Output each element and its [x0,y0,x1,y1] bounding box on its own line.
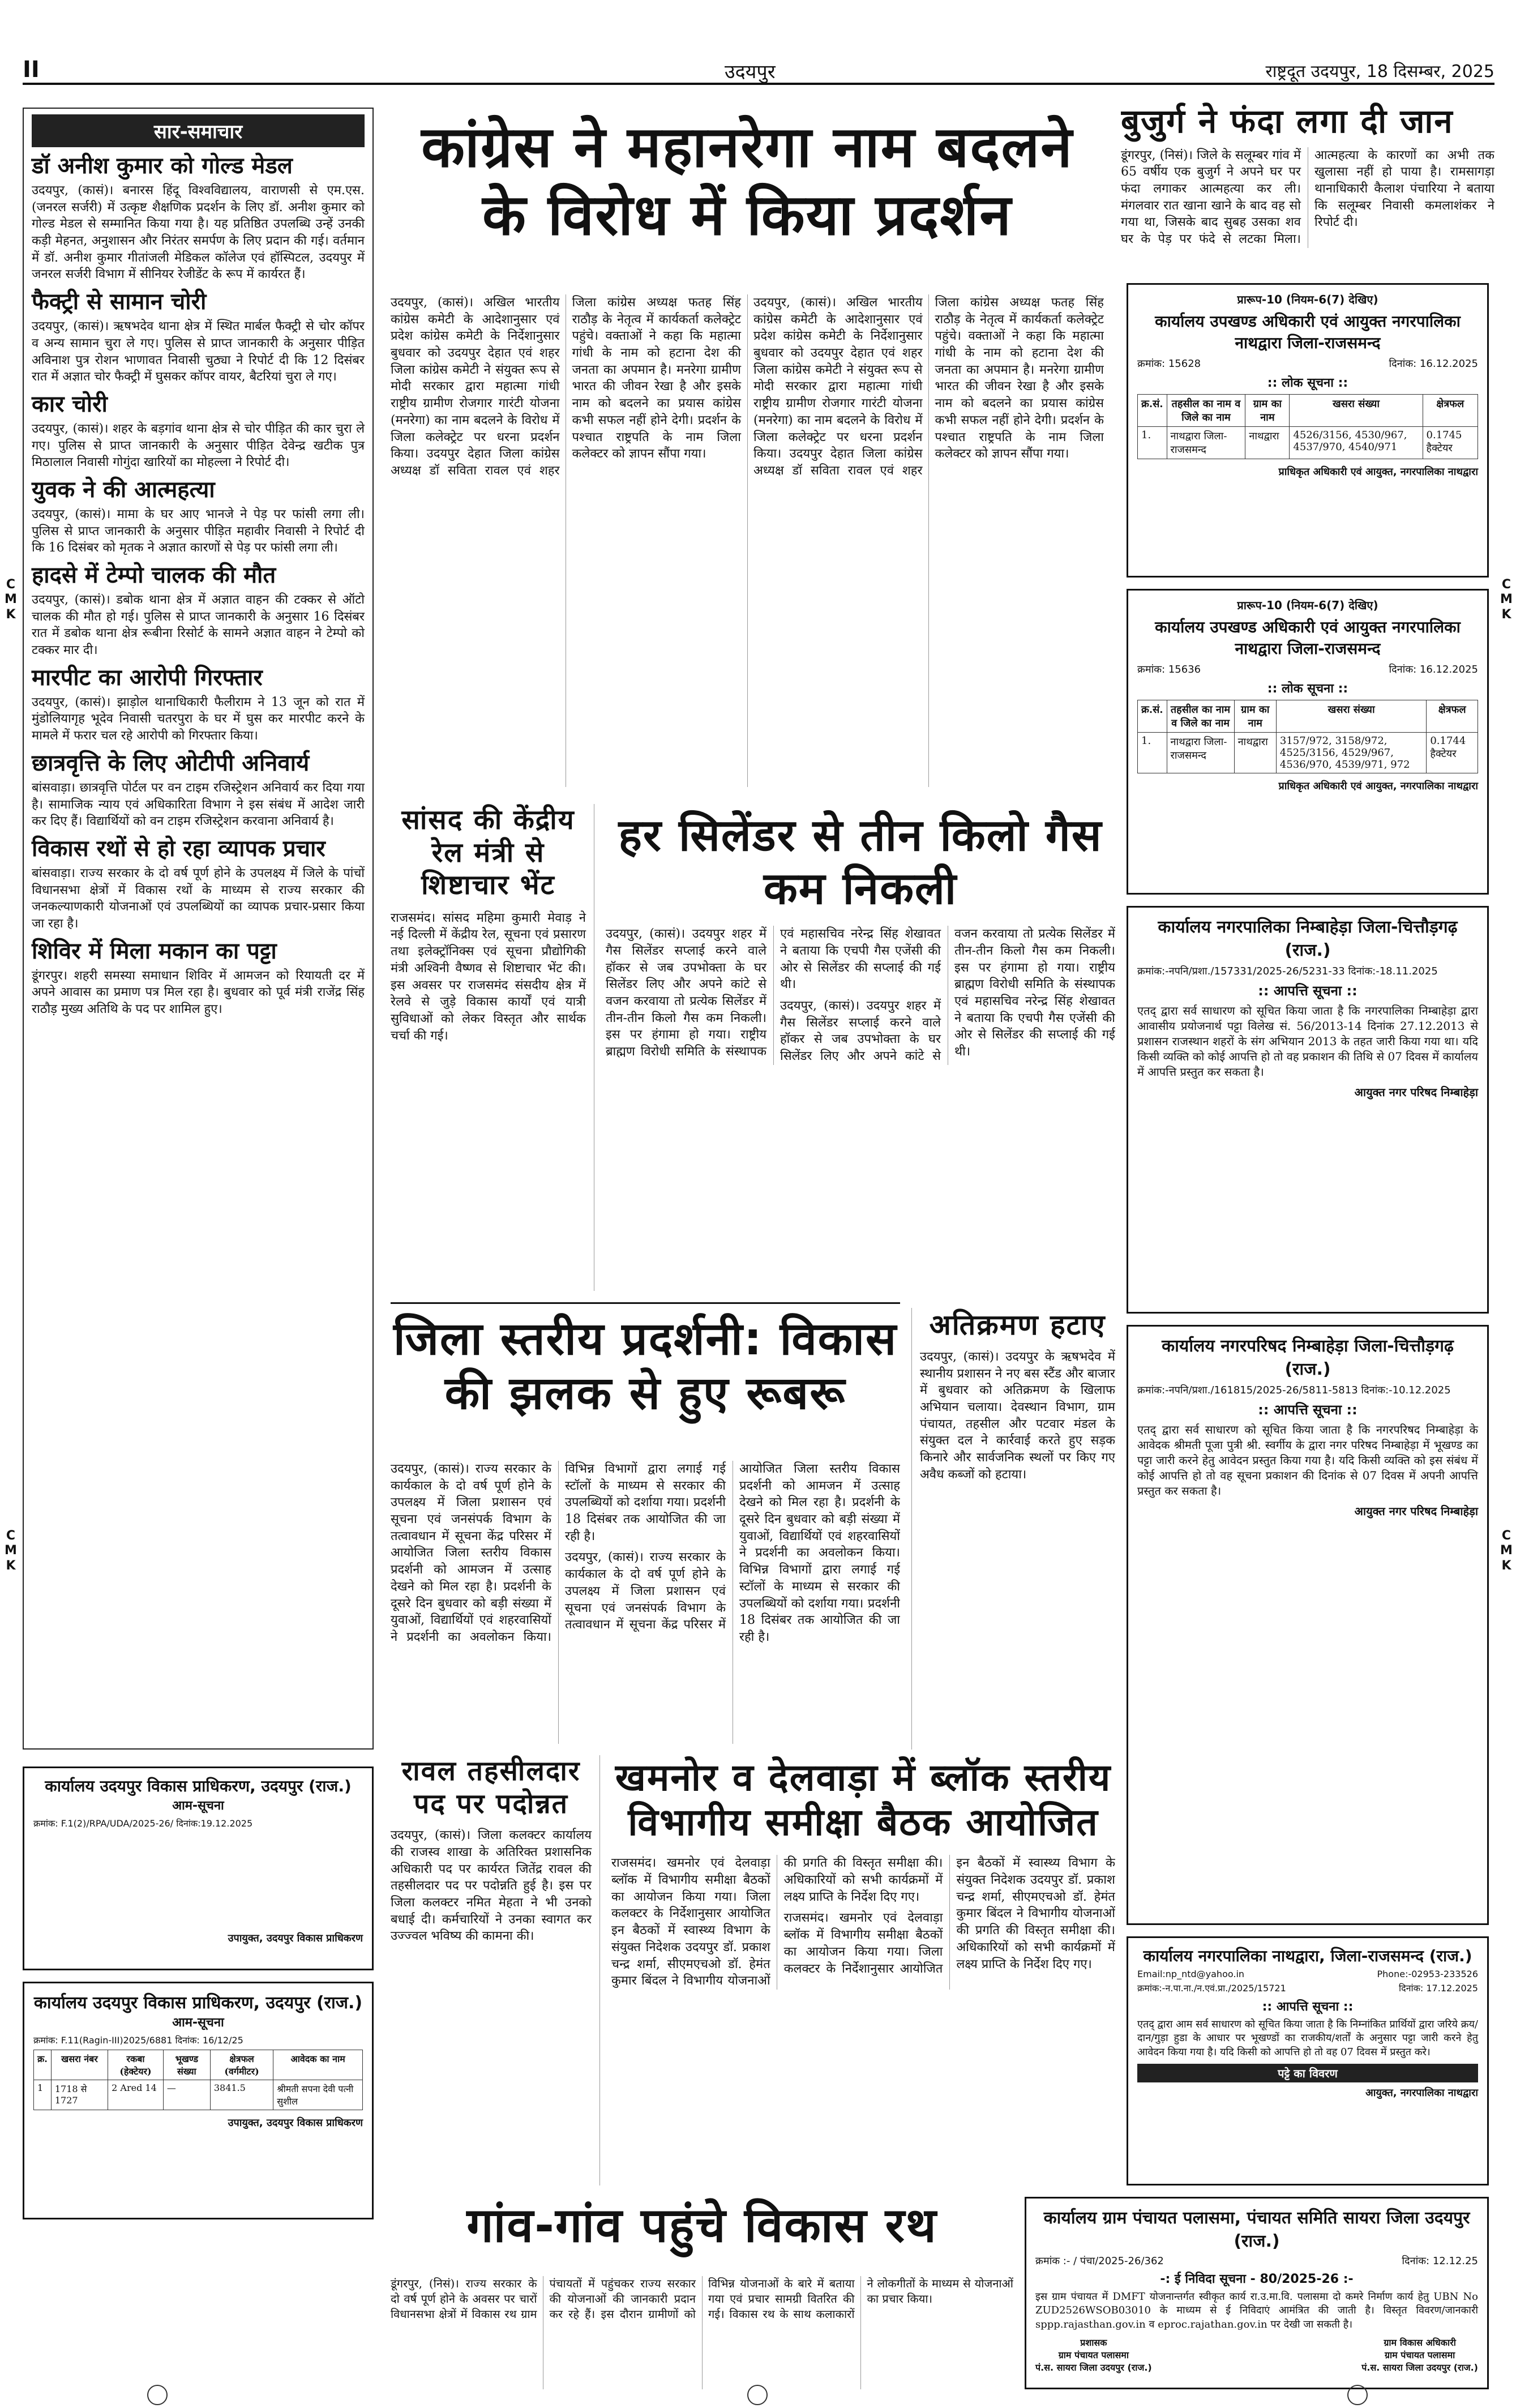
uda1-signoff: उपायुक्त, उदयपुर विकास प्राधिकरण [228,1932,363,1944]
nathdwara3-subtitle: :: आपत्ति सूचना :: [1262,2000,1354,2014]
table-cell: 4526/3156, 4530/967, 4537/970, 4540/971 [1290,427,1423,459]
table-cell: नाथद्वारा [1245,427,1290,459]
notice1-table [1137,394,1478,459]
notice1-date: दिनांक: 16.12.2025 [1389,358,1478,370]
table-header-cell: ग्राम का नाम [1245,395,1290,427]
nimbahera2-ref: क्रमांक:-नपनि/प्रशा./161815/2025-26/5811-5813 दिनांक:-10.12.2025 [1137,1384,1451,1396]
cylinder-body-cont: उदयपुर, (कासं)। उदयपुर शहर में गैस सिलेंडर सप्लाई करने वाले हॉकर से जब उपभोक्ता के घर सिलेंडर लिए और अपने कांटे से वजन करवाया तो प्रत्येक सिलेंडर में तीन-तीन किलो गैस कम निकली। इस पर हंगामा हो गया। राष्ट्रीय ब्राह्मण विरोधी समिति के संस्थापक एवं महासचिव नरेन्द्र सिंह शेखावत ने बताया कि एचपी गैस एजेंसी की ओर से सिलेंडर की सप्लाई की गई थी। [780,927,1115,1063]
table-cell: 3841.5 [210,2080,273,2110]
objection-notice-nimbahera-2 [1127,1325,1489,1925]
bujurg-headline: बुजुर्ग ने फंदा लगा दी जान [1121,102,1454,140]
ratha-article [391,2276,1013,2389]
brief-body: बांसवाड़ा। राज्य सरकार के दो वर्ष पूर्ण होने के उपलक्ष्य में जिले के पांचों विधानसभा क्षेत्रों में विकास रथों के माध्यम से राज्य सरकार की जनकल्याणकारी योजनाओं एवं उपलब्धियों का व्यापक प्रचार-प्रसार किया जा रहा है। [32,866,365,931]
exhibition-body: उदयपुर, (कासं)। राज्य सरकार के कार्यकाल के दो वर्ष पूर्ण होने के उपलक्ष्य में जिला प्रशासन एवं सूचना एवं जनसंपर्क विभाग के तत्वावधान में सूचना केंद्र परिसर में आयोजित जिला स्तरीय विकास प्रदर्शनी को आमजन में उत्साह देखने को मिल रहा है। प्रदर्शनी के दूसरे दिन बुधवार को बड़ी संख्या में युवाओं, विद्यार्थियों एवं शहरवासियों ने प्रदर्शनी का अवलोकन किया। विभिन्न विभागों द्वारा लगाई गई स्टॉलों के माध्यम से सरकार की उपलब्धियों को दर्शाया गया। प्रदर्शनी 18 दिसंबर तक आयोजित की जा रही है। [391,1462,726,1644]
mp-headline: सांसद की केंद्रीय रेल मंत्री से शिष्टाचार भेंट [401,804,575,901]
table-header-cell: क्र.सं. [1138,395,1167,427]
table-header-cell: खसरा नंबर [51,2050,108,2080]
nathdwara3-ref: क्रमांक:-न.पा.ना./न.एवं.प्रा./2025/15721 [1137,1983,1286,1994]
nimbahera2-body: एतद् द्वारा सर्व साधारण को सूचित किया जाता है कि नगरपरिषद निम्बाहेड़ा के आवेदक श्रीमती पूजा पुत्री श्री. स्वर्गीय के द्वारा नगर परिषद निम्बाहेड़ा में भूखण्ड का पट्टा जारी करने हेतु आवेदन प्रस्तुत किया गया है। यदि किसी व्यक्ति को इस संबंध में कोई आपत्ति हो तो वह सूचना प्रकाशन की दिनांक से 07 दिवस में अपनी आपत्ति प्रस्तुत कर सकता है। [1137,1423,1478,1498]
nathdwara3-body: एतद् द्वारा आम सर्व साधारण को सूचित किया जाता है कि निम्नांकित प्रार्थियों द्वारा जरिये क्रय/दान/गुड़ा हुडा के आधार पर भूखण्डों का राजकीय/शर्तों के अनुसार पट्टा जारी करने हेतु आवेदन किया गया है। यदि किसी को आपत्ति हो तो वह 07 दिवस में प्रस्तुत करे। [1137,2018,1478,2058]
table-cell: 0.1745 हैक्टेयर [1423,427,1478,459]
uda2-table [33,2050,363,2110]
table-cell: नाथद्वारा जिला-राजसमन्द [1167,733,1234,773]
uda-notice-1 [23,1767,374,1970]
table-cell: 1 [34,2080,52,2110]
nimbahera1-title: कार्यालय नगरपालिका निम्बाहेड़ा जिला-चित्तौड़गढ़ (राज.) [1158,917,1458,960]
brief-headline: हादसे में टेम्पो चालक की मौत [32,562,276,588]
table-cell: नाथद्वारा [1234,733,1276,773]
bujurg-article [1121,102,1494,272]
table-cell: श्रीमती सपना देवी पत्नी सुशील [273,2080,363,2110]
lead-headline-box [391,113,1104,283]
nimbahera1-subtitle: :: आपत्ति सूचना :: [1258,983,1357,999]
cmk-marker-right-bottom: C M K [1500,1529,1513,1573]
table-header-cell: खसरा संख्या [1290,395,1423,427]
table-header-cell: क्र.सं. [1138,700,1167,733]
table-header-cell: तहसील का नाम व जिले का नाम [1167,700,1234,733]
public-notice-nathdwara-2 [1127,589,1489,895]
table-header-cell: क्र. [34,2050,52,2080]
public-notice-nathdwara-1 [1127,283,1489,578]
notice2-form: प्रारूप-10 (नियम-6(7) देखिए) [1237,598,1378,612]
table-row [34,2080,363,2110]
table-cell: 1. [1138,733,1167,773]
table-header-cell: क्षेत्रफल [1427,700,1478,733]
table-header-cell: क्षेत्रफल [1423,395,1478,427]
nathdwara3-phone: Phone:-02953-233526 [1377,1969,1478,1979]
block-meeting-body-cont: राजसमंद। खमनोर एवं देलवाड़ा ब्लॉक में विभागीय समीक्षा बैठकों का आयोजन किया गया। जिला कलक्टर के निर्देशानुसार आयोजित इन बैठकों में स्वास्थ्य विभाग के संयुक्त निदेशक उदयपुर डॉ. प्रकाश चन्द्र शर्मा, सीएमएचओ डॉ. हेमंत कुमार बिंदल ने विभागीय योजनाओं की प्रगति की विस्तृत समीक्षा की। अधिकारियों को सभी कार्यक्रमों में लक्ष्य प्राप्ति के निर्देश दिए गए। [783,1856,1115,1976]
palasama-sign-right-2: ग्राम पंचायत पलासमा [1385,2349,1455,2360]
news-brief-column [23,108,374,1750]
cmk-marker-right-top: C M K [1500,578,1513,622]
uda1-sub: आम-सूचना [172,1799,224,1813]
ratha-headline: गांव-गांव पहुंचे विकास रथ [466,2197,937,2253]
ratha-body: डूंगरपुर, (निसं)। राज्य सरकार के दो वर्ष पूर्ण होने के अवसर पर चारों विधानसभा क्षेत्रों में विकास रथ ग्राम पंचायतों में पहुंचकर राज्य सरकार की योजनाओं की जानकारी प्रदान कर रहे हैं। इस दौरान ग्रामीणों को विभिन्न योजनाओं के बारे में बताया गया एवं प्रचार सामग्री वितरित की गई। विकास रथ के साथ कलाकारों ने लोकगीतों के माध्यम से योजनाओं का प्रचार किया। [391,2277,1013,2321]
notice2-date: दिनांक: 16.12.2025 [1389,664,1478,675]
brief-body: बांसवाड़ा। छात्रवृत्ति पोर्टल पर वन टाइम रजिस्ट्रेशन अनिवार्य कर दिया गया है। सामाजिक न्याय एवं अधिकारिता विभाग ने इस संबंध में आदेश जारी कर दिए हैं। विद्यार्थियों को वन टाइम रजिस्ट्रेशन करवाना अनिवार्य है। [32,780,365,829]
nathdwara3-table-title: पट्टे का विवरण [1137,2064,1478,2082]
table-cell: 2 Ared 14 [108,2080,164,2110]
dateline: राष्ट्रदूत उदयपुर, 18 दिसम्बर, 2025 [1265,62,1494,82]
cylinder-headline: हर सिलेंडर से तीन किलो गैस कम निकली [618,810,1103,914]
brief-headline: फैक्ट्री से सामान चोरी [32,289,207,315]
nathdwara3-date: दिनांक: 17.12.2025 [1398,1983,1478,1994]
objection-notice-nathdwara [1127,1936,1489,2185]
registration-mark-2 [747,2385,768,2405]
exhibition-headline-box [391,1302,900,1449]
brief-headline: छात्रवृत्ति के लिए ओटीपी अनिवार्य [32,750,310,776]
uda-notice-2 [23,1982,374,2219]
nathdwara3-email: Email:np_ntd@yahoo.in [1137,1969,1245,1979]
brief-headline: मारपीट का आरोपी गिरफ्तार [32,664,263,691]
palasama-ref: क्रमांक :- / पंचा/2025-26/362 [1035,2255,1164,2267]
objection-notice-nimbahera-1 [1127,906,1489,1314]
uda2-ref: क्रमांक: F.11(Ragin-III)2025/6881 दिनांक: 16/12/25 [33,2035,243,2046]
table-header-cell: ग्राम का नाम [1234,700,1276,733]
exhibition-headline: जिला स्तरीय प्रदर्शनी: विकास की झलक से हुए रूबरू [393,1312,898,1419]
nimbahera2-signoff: आयुक्त नगर परिषद निम्बाहेड़ा [1354,1504,1478,1518]
rawal-headline: रावल तहसीलदार पद पर पदोन्नत [401,1755,581,1820]
table-cell: नाथद्वारा जिला-राजसमन्द [1167,427,1245,459]
nimbahera2-subtitle: :: आपत्ति सूचना :: [1258,1402,1357,1418]
cylinder-body: उदयपुर, (कासं)। उदयपुर शहर में गैस सिलेंडर सप्लाई करने वाले हॉकर से जब उपभोक्ता के घर सिलेंडर लिए और अपने कांटे से वजन करवाया तो प्रत्येक सिलेंडर में तीन-तीन किलो गैस कम निकली। इस पर हंगामा हो गया। राष्ट्रीय ब्राह्मण विरोधी समिति के संस्थापक एवं महासचिव नरेन्द्र सिंह शेखावत ने बताया कि एचपी गैस एजेंसी की ओर से सिलेंडर की सप्लाई की गई थी। [606,927,941,1059]
nimbahera1-ref: क्रमांक:-नपनि/प्रशा./157331/2025-26/5231-33 दिनांक:-18.11.2025 [1137,965,1438,977]
table-cell: 3157/972, 3158/972, 4525/3156, 4529/967, 4536/970, 4539/971, 972 [1276,733,1426,773]
table-cell: 1718 से 1727 [51,2080,108,2110]
news-brief-list [32,153,365,1018]
notice2-subtitle: :: लोक सूचना :: [1267,682,1348,696]
block-meeting-article [611,1755,1115,2185]
notice2-title: कार्यालय उपखण्ड अधिकारी एवं आयुक्त नगरपालिका नाथद्वारा जिला-राजसमन्द [1155,618,1461,658]
page-number: II [23,57,40,83]
uda2-title: कार्यालय उदयपुर विकास प्राधिकरण, उदयपुर (राज.) [33,1993,363,2013]
notice1-form: प्रारूप-10 (नियम-6(7) देखिए) [1237,293,1378,306]
brief-body: उदयपुर, (कासं)। मामा के घर आए भानजे ने पेड़ पर फांसी लगा ली। पुलिस से प्राप्त जानकारी के अनुसार पीड़ित महावीर निवासी ने रिपोर्ट दी कि 16 दिसंबर को मृतक ने अज्ञात कारणों से पेड़ पर फांसी लगा ली। [32,507,365,555]
nathdwara3-signoff: आयुक्त, नगरपालिका नाथद्वारा [1365,2086,1478,2099]
uda1-title: कार्यालय उदयपुर विकास प्राधिकरण, उदयपुर (राज.) [45,1777,352,1795]
notice1-subtitle: :: लोक सूचना :: [1267,376,1348,390]
etender-notice-palasama [1025,2197,1489,2389]
table-header-cell: खसरा संख्या [1276,700,1426,733]
cmk-marker-left-bottom: C M K [5,1529,17,1573]
palasama-sign-left-3: पं.स. सायरा जिला उदयपुर (राज.) [1035,2362,1152,2373]
brief-headline: डॉ अनीश कुमार को गोल्ड मेडल [32,153,293,179]
notice1-ref: क्रमांक: 15628 [1137,358,1201,370]
registration-mark-1 [147,2385,168,2405]
notice2-ref: क्रमांक: 15636 [1137,664,1201,675]
table-row [1138,733,1478,773]
brief-body: उदयपुर, (कासं)। ऋषभदेव थाना क्षेत्र में स्थित मार्बल फैक्ट्री से चोर कॉपर व अन्य सामान चुरा ले गए। पुलिस से प्राप्त जानकारी के अनुसार पीड़ित अविनाश पुत्र रोशन भाणावत निवासी चुठ्या ने रिपोर्ट दी कि 12 दिसंबर रात में अज्ञात चोर फैक्ट्री में घुसकर कॉपर वायर, बैटरियां चुरा ले गए। [32,319,365,384]
exhibition-article [391,1461,900,1744]
lead-article [391,294,1104,787]
block-meeting-body: राजसमंद। खमनोर एवं देलवाड़ा ब्लॉक में विभागीय समीक्षा बैठकों का आयोजन किया गया। जिला कलक्टर के निर्देशानुसार आयोजित इन बैठकों में स्वास्थ्य विभाग के संयुक्त निदेशक उदयपुर डॉ. प्रकाश चन्द्र शर्मा, सीएमएचओ डॉ. हेमंत कुमार बिंदल ने विभागीय योजनाओं की प्रगति की विस्तृत समीक्षा की। अधिकारियों को सभी कार्यक्रमों में लक्ष्य प्राप्ति के निर्देश दिए गए। [611,1856,943,1988]
lead-body: उदयपुर, (कासं)। अखिल भारतीय कांग्रेस कमेटी के आदेशानुसार एवं प्रदेश कांग्रेस कमेटी के निर्देशानुसार बुधवार को उदयपुर देहात एवं शहर जिला कांग्रेस कमेटी ने संयुक्त रूप से मोदी सरकार द्वारा महात्मा गांधी राष्ट्रीय ग्रामीण रोजगार गारंटी योजना (मनरेगा) का नाम बदलने के विरोध में जिला कलेक्ट्रेट पर धरना प्रदर्शन किया। उदयपुर देहात जिला कांग्रेस अध्यक्ष डॉ सविता रावल एवं शहर जिला कांग्रेस अध्यक्ष फतह सिंह राठौड़ के नेतृत्व में कार्यकर्ता कलेक्ट्रेट पहुंचे। वक्ताओं ने कहा कि महात्मा गांधी के नाम को हटाना देश की जनता का अपमान है। मनरेगा ग्रामीण भारत की जीवन रेखा है और इसके नाम को बदलने का प्रयास कांग्रेस कभी सफल नहीं होने देगी। प्रदर्शन के पश्चात राष्ट्रपति के नाम जिला कलेक्टर को ज्ञापन सौंपा गया। [391,296,741,478]
palasama-sign-left-2: ग्राम पंचायत पलासमा [1058,2349,1129,2360]
brief-body: उदयपुर, (कासं)। शहर के बड़गांव थाना क्षेत्र से चोर पीड़ित की कार चुरा ले गए। पुलिस से प्राप्त जानकारी के अनुसार पीड़ित देवेन्द्र खटीक पुत्र मिठालाल निवासी गोगुंदा खारियों का मोहल्ला ने रिपोर्ट दी। [32,421,365,470]
mp-body: राजसमंद। सांसद महिमा कुमारी मेवाड़ ने नई दिल्ली में केंद्रीय रेल, सूचना एवं प्रसारण तथा इलेक्ट्रॉनिक्स एवं सूचना प्रौद्योगिकी मंत्री अश्विनी वैष्णव से शिष्टाचार भेंट की। इस अवसर पर राजसमंद संसदीय क्षेत्र में रेलवे से जुड़े विकास कार्यों एवं यात्री सुविधाओं को लेकर विस्तृत और सार्थक चर्चा की गई। [391,910,586,1043]
bujurg-body: डूंगरपुर, (निसं)। जिले के सलूम्बर गांव में 65 वर्षीय एक बुजुर्ग ने अपने घर पर फंदा लगाकर आत्महत्या कर ली। मंगलवार रात खाना खाने के बाद वह सो गया था, जिसके बाद सुबह उसका शव घर के पेड़ पर फंदे से लटका मिला। आत्महत्या के कारणों का अभी तक खुलासा नहीं हो पाया है। रामसागड़ा थानाधिकारी कैलाश पंचारिया ने बताया कि सलूम्बर निवासी कमलाशंकर ने रिपोर्ट दी। [1121,148,1494,247]
nimbahera2-title: कार्यालय नगरपरिषद निम्बाहेड़ा जिला-चित्तौड़गढ़ (राज.) [1162,1336,1454,1379]
notice1-signoff: प्राधिकृत अधिकारी एवं आयुक्त, नगरपालिका नाथद्वारा [1278,466,1478,478]
palasama-title: कार्यालय ग्राम पंचायत पलासमा, पंचायत समिति सायरा जिला उदयपुर (राज.) [1043,2208,1470,2251]
cylinder-article [606,810,1115,1297]
notice1-title: कार्यालय उपखण्ड अधिकारी एवं आयुक्त नगरपालिका नाथद्वारा जिला-राजसमन्द [1155,312,1461,352]
rawal-body: उदयपुर, (कासं)। जिला कलक्टर कार्यालय की राजस्व शाखा के अतिरिक्त प्रशासनिक अधिकारी पद पर कार्यरत जितेंद्र रावल की तहसीलदार पद पर पदोन्नति हुई है। इस पर जिला कलक्टर नमित मेहता ने भी उनको बधाई दी। कर्मचारियों ने उनका स्वागत कर उज्ज्वल भविष्य की कामना की। [391,1828,592,1944]
edition-city: उदयपुर [725,61,776,83]
exhibition-body-cont: उदयपुर, (कासं)। राज्य सरकार के कार्यकाल के दो वर्ष पूर्ण होने के उपलक्ष्य में जिला प्रशासन एवं सूचना एवं जनसंपर्क विभाग के तत्वावधान में सूचना केंद्र परिसर में आयोजित जिला स्तरीय विकास प्रदर्शनी को आमजन में उत्साह देखने को मिल रहा है। प्रदर्शनी के दूसरे दिन बुधवार को बड़ी संख्या में युवाओं, विद्यार्थियों एवं शहरवासियों ने प्रदर्शनी का अवलोकन किया। विभिन्न विभागों द्वारा लगाई गई स्टॉलों के माध्यम से सरकार की उपलब्धियों को दर्शाया गया। प्रदर्शनी 18 दिसंबर तक आयोजित की जा रही है। [565,1462,900,1644]
brief-body: उदयपुर, (कासं)। बनारस हिंदू विश्वविद्यालय, वाराणसी से एम.एस. (जनरल सर्जरी) में उत्कृष्ट शैक्षणिक प्रदर्शन के लिए डॉ. अनीश कुमार को गोल्ड मेडल से सम्मानित किया गया है। यह प्रतिष्ठित उपलब्धि उन्हें उनकी कड़ी मेहनत, अनुशासन और निरंतर समर्पण के लिए प्रदान की गई। वर्तमान में डॉ. अनीश कुमार गीतांजली मेडिकल कॉलेज एवं हॉस्पिटल, उदयपुर में जनरल सर्जरी विभाग में सीनियर रेजीडेंट के रूप में कार्यरत हैं। [32,183,365,282]
table-row [1138,427,1478,459]
news-brief-title: सार-समाचार [32,114,365,147]
encroachment-body: उदयपुर, (कासं)। उदयपुर के ऋषभदेव में स्थानीय प्रशासन ने नए बस स्टैंड और बाजार में बुधवार को अतिक्रमण के खिलाफ अभियान चलाया। देवस्थान विभाग, ग्राम पंचायत, तहसील और पटवार मंडल के संयुक्त दल ने कार्रवाई करते हुए सड़क किनारे और सार्वजनिक स्थलों पर किए गए अवैध कब्जों को हटाया। [920,1350,1115,1482]
brief-body: डूंगरपुर। शहरी समस्या समाधान शिविर में आमजन को रियायती दर में अपने आवास का प्रमाण पत्र मिल रहा है। बुधवार को पूर्व मंत्री राजेंद्र सिंह राठौड़ मुख्य अतिथि के पद पर शामिल हुए। [32,968,365,1016]
lead-headline: कांग्रेस ने महानरेगा नाम बदलने के विरोध में किया प्रदर्शन [421,114,1073,248]
table-cell: 0.1744 हैक्टेयर [1427,733,1478,773]
nimbahera1-signoff: आयुक्त नगर परिषद निम्बाहेड़ा [1354,1085,1478,1099]
palasama-sign-right-3: पं.स. सायरा जिला उदयपुर (राज.) [1361,2362,1478,2373]
uda2-sub: आम-सूचना [172,2016,224,2030]
table-header-cell: रकबा (हेक्टेयर) [108,2050,164,2080]
palasama-sign-right-1: ग्राम विकास अधिकारी [1384,2337,1456,2348]
nimbahera1-body: एतद् द्वारा सर्व साधारण को सूचित किया जाता है कि नगरपालिका निम्बाहेड़ा द्वारा आवासीय प्रयोजनार्थ पट्टा विलेख सं. 56/2013-14 दिनांक 27.12.2013 से प्रशासन राजस्थान शहरों के संग अभियान 2013 के तहत जारी किया गया था। यदि किसी व्यक्ति को कोई आपत्ति हो तो वह प्रकाशन की तिथि से 07 दिवस में कार्यालय में आपत्ति प्रस्तुत कर सकता है। [1137,1004,1478,1079]
lead-body-cont: उदयपुर, (कासं)। अखिल भारतीय कांग्रेस कमेटी के आदेशानुसार एवं प्रदेश कांग्रेस कमेटी के निर्देशानुसार बुधवार को उदयपुर देहात एवं शहर जिला कांग्रेस कमेटी ने संयुक्त रूप से मोदी सरकार द्वारा महात्मा गांधी राष्ट्रीय ग्रामीण रोजगार गारंटी योजना (मनरेगा) का नाम बदलने के विरोध में जिला कलेक्ट्रेट पर धरना प्रदर्शन किया। उदयपुर देहात जिला कांग्रेस अध्यक्ष डॉ सविता रावल एवं शहर जिला कांग्रेस अध्यक्ष फतह सिंह राठौड़ के नेतृत्व में कार्यकर्ता कलेक्ट्रेट पहुंचे। वक्ताओं ने कहा कि महात्मा गांधी के नाम को हटाना देश की जनता का अपमान है। मनरेगा ग्रामीण भारत की जीवन रेखा है और इसके नाम को बदलने का प्रयास कांग्रेस कभी सफल नहीं होने देगी। प्रदर्शन के पश्चात राष्ट्रपति के नाम जिला कलेक्टर को ज्ञापन सौंपा गया। [753,296,1104,478]
brief-headline: शिविर में मिला मकान का पट्टा [32,938,277,964]
palasama-subtitle: -: ई निविदा सूचना - 80/2025-26 :- [1160,2272,1354,2286]
registration-mark-3 [1347,2385,1368,2405]
table-cell: — [163,2080,210,2110]
block-meeting-headline: खमनोर व देलवाड़ा में ब्लॉक स्तरीय विभागीय समीक्षा बैठक आयोजित [615,1756,1112,1845]
brief-body: उदयपुर, (कासं)। डबोक थाना क्षेत्र में अज्ञात वाहन की टक्कर से ऑटो चालक की मौत हो गई। पुलिस से प्राप्त जानकारी के अनुसार 16 दिसंबर रात में डबोक थाना क्षेत्र रूबीना रिसोर्ट के सामने अज्ञात वाहन ने टेम्पो को टक्कर मार दी। [32,593,365,658]
uda1-ref: क्रमांक: F.1(2)/RPA/UDA/2025-26/ दिनांक:19.12.2025 [33,1818,253,1829]
brief-headline: विकास रथों से हो रहा व्यापक प्रचार [32,835,326,862]
brief-headline: कार चोरी [32,391,108,417]
encroachment-headline: अतिक्रमण हटाए [929,1308,1106,1341]
mp-article [391,804,594,1291]
notice2-table [1137,700,1478,773]
brief-headline: युवक ने की आत्महत्या [32,476,215,503]
palasama-body: इस ग्राम पंचायत में DMFT योजनान्तर्गत स्वीकृत कार्य रा.उ.मा.वि. पलासमा दो कमरे निर्माण कार्य हेतु UBN No ZUD2526WSOB03010 के माध्यम से ई निविदाएं आमंत्रित की जाती है। विस्तृत विवरण/जानकारी sppp.rajasthan.gov.in व eproc.rajathan.gov.in पर देखी जा सकती है। [1035,2291,1478,2330]
cmk-marker-left-top: C M K [5,578,17,622]
uda2-signoff: उपायुक्त, उदयपुर विकास प्राधिकरण [228,2117,363,2129]
notice2-signoff: प्राधिकृत अधिकारी एवं आयुक्त, नगरपालिका नाथद्वारा [1278,780,1478,792]
palasama-date: दिनांक: 12.12.25 [1402,2255,1478,2267]
table-header-cell: तहसील का नाम व जिले का नाम [1167,395,1245,427]
nathdwara3-title: कार्यालय नगरपालिका नाथद्वारा, जिला-राजसमन्द (राज.) [1143,1947,1472,1965]
encroachment-article [911,1308,1115,1750]
page-header [23,57,1494,85]
table-header-cell: आवेदक का नाम [273,2050,363,2080]
brief-body: उदयपुर, (कासं)। झाड़ोल थानाधिकारी फैलीराम ने 13 जून को रात में मुंडोलियागृह भूदेव निवासी चतरपुरा के घर में घुस कर मारपीट करने के मामले में फरार चल रहे आरोपी को गिरफ्तार किया। [32,695,365,743]
table-cell: 1. [1138,427,1167,459]
palasama-sign-left-1: प्रशासक [1080,2337,1107,2348]
table-header-cell: भूखण्ड संख्या [163,2050,210,2080]
rawal-article [391,1755,600,2185]
table-header-cell: क्षेत्रफल (वर्गमीटर) [210,2050,273,2080]
ratha-headline-box [391,2197,1013,2276]
